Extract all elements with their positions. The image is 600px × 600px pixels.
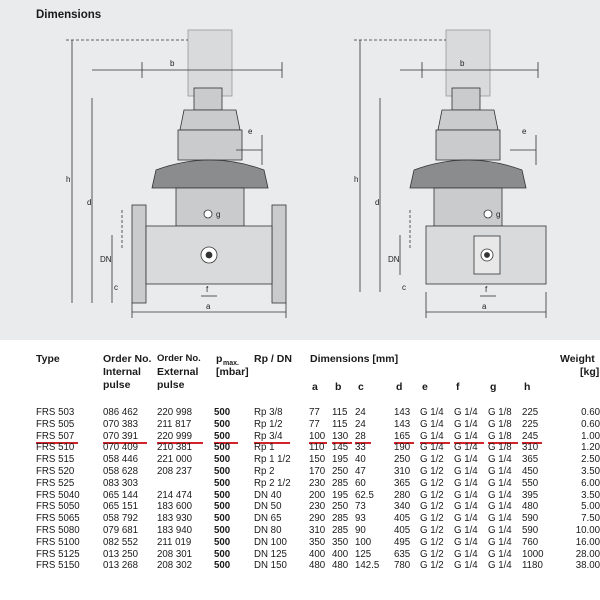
header-rp-dn: Rp / DN: [254, 353, 292, 365]
cell-type: FRS 525: [36, 477, 75, 489]
cell-internal: 083 303: [103, 477, 139, 489]
header-weight-unit: [kg]: [580, 366, 600, 378]
cell-weight: 0.60: [581, 407, 600, 418]
cell-a: 230: [309, 477, 326, 489]
left-label-d: d: [87, 198, 92, 207]
cell-rp: Rp 2 1/2: [254, 477, 291, 489]
cell-external: 220 999: [157, 430, 193, 442]
cell-g: G 1/4: [488, 477, 512, 489]
cell-c: 100: [355, 536, 372, 548]
cell-internal: 070 383: [103, 418, 139, 430]
cell-rp: Rp 1/2: [254, 418, 283, 430]
cell-pmax: 500: [214, 407, 231, 418]
cell-a: 310: [309, 525, 326, 536]
cell-h: 310: [522, 442, 539, 454]
right-label-h: h: [354, 175, 359, 184]
cell-external: 208 301: [157, 548, 193, 560]
cell-internal: 013 250: [103, 548, 139, 560]
cell-g: G 1/4: [488, 525, 512, 536]
header-dim-a: a: [312, 381, 318, 393]
cell-a: 100: [309, 430, 326, 442]
cell-rp: DN 40: [254, 489, 282, 501]
cell-weight: 3.50: [581, 489, 600, 501]
cell-d: 635: [394, 548, 411, 560]
cell-c: 93: [355, 513, 366, 525]
left-label-b: b: [170, 59, 175, 68]
cell-a: 480: [309, 560, 326, 572]
cell-pmax: 500: [214, 454, 231, 466]
cell-external: 211 019: [157, 536, 192, 548]
cell-c: 73: [355, 501, 366, 513]
cell-b: 250: [332, 501, 349, 513]
left-label-dn: DN: [100, 255, 112, 264]
cell-pmax: 500: [214, 501, 231, 513]
cell-b: 115: [332, 407, 348, 418]
cell-g: G 1/4: [488, 560, 512, 572]
cell-rp: DN 150: [254, 560, 287, 572]
right-label-e: e: [522, 127, 527, 136]
cell-d: 190: [394, 442, 411, 454]
cell-type: FRS 5050: [36, 501, 80, 513]
cell-internal: 058 628: [103, 466, 139, 477]
right-label-dn: DN: [388, 255, 400, 264]
cell-g: G 1/4: [488, 513, 512, 525]
cell-external: 214 474: [157, 489, 193, 501]
cell-pmax: 500: [214, 477, 231, 489]
cell-weight: 1.20: [581, 442, 600, 454]
cell-a: 110: [309, 442, 325, 454]
header-order-external-2: External: [157, 366, 199, 378]
cell-h: 590: [522, 513, 539, 525]
cell-e: G 1/2: [420, 501, 444, 513]
header-dim-f: f: [456, 381, 460, 393]
cell-weight: 28.00: [575, 548, 600, 560]
header-pmax-unit: [mbar]: [216, 366, 249, 378]
header-dim-b: b: [335, 381, 342, 393]
cell-rp: DN 125: [254, 548, 287, 560]
cell-external: 220 998: [157, 407, 193, 418]
header-dimensions: Dimensions [mm]: [310, 353, 399, 365]
cell-c: 60: [355, 477, 366, 489]
cell-h: 225: [522, 418, 539, 430]
cell-a: 170: [309, 466, 326, 477]
cell-f: G 1/4: [454, 501, 478, 513]
cell-internal: 058 792: [103, 513, 139, 525]
cell-c: 90: [355, 525, 366, 536]
cell-a: 350: [309, 536, 326, 548]
cell-type: FRS 515: [36, 454, 75, 466]
cell-external: 210 381: [157, 442, 193, 454]
cell-d: 780: [394, 560, 411, 572]
cell-e: G 1/2: [420, 525, 444, 536]
left-label-h: h: [66, 175, 71, 184]
cell-c: 24: [355, 418, 366, 430]
cell-rp: DN 100: [254, 536, 287, 548]
header-order-external-3: pulse: [157, 379, 185, 391]
cell-h: 760: [522, 536, 539, 548]
cell-f: G 1/4: [454, 560, 478, 572]
cell-g: G 1/8: [488, 430, 512, 442]
cell-e: G 1/2: [420, 513, 444, 525]
cell-f: G 1/4: [454, 513, 478, 525]
cell-e: G 1/2: [420, 477, 444, 489]
cell-b: 350: [332, 536, 349, 548]
right-label-a: a: [482, 302, 487, 311]
cell-weight: 38.00: [575, 560, 600, 572]
cell-c: 33: [355, 442, 366, 454]
cell-d: 310: [394, 466, 411, 477]
cell-g: G 1/4: [488, 536, 512, 548]
cell-h: 550: [522, 477, 539, 489]
cell-a: 150: [309, 454, 326, 466]
cell-f: G 1/4: [454, 536, 478, 548]
cell-c: 62.5: [355, 489, 374, 501]
header-order-internal-1: Order No.: [103, 353, 152, 365]
cell-external: 208 237: [157, 466, 193, 477]
cell-a: 77: [309, 418, 320, 430]
cell-g: G 1/4: [488, 548, 512, 560]
cell-e: G 1/4: [420, 442, 444, 454]
cell-rp: DN 65: [254, 513, 282, 525]
cell-f: G 1/4: [454, 477, 478, 489]
cell-f: G 1/4: [454, 442, 478, 454]
cell-external: 211 817: [157, 418, 192, 430]
cell-internal: 058 446: [103, 454, 139, 466]
cell-b: 195: [332, 454, 349, 466]
cell-pmax: 500: [214, 442, 231, 454]
cell-external: 183 940: [157, 525, 193, 536]
cell-d: 495: [394, 536, 411, 548]
cell-external: 183 930: [157, 513, 193, 525]
cell-e: G 1/2: [420, 454, 444, 466]
cell-rp: Rp 1 1/2: [254, 454, 291, 466]
cell-e: G 1/2: [420, 466, 444, 477]
cell-a: 400: [309, 548, 326, 560]
cell-f: G 1/4: [454, 525, 478, 536]
cell-b: 285: [332, 513, 349, 525]
cell-rp: Rp 3/8: [254, 407, 283, 418]
cell-d: 280: [394, 489, 411, 501]
cell-a: 77: [309, 407, 320, 418]
cell-type: FRS 503: [36, 407, 75, 418]
cell-g: G 1/4: [488, 454, 512, 466]
cell-rp: Rp 3/4: [254, 430, 283, 442]
cell-rp: Rp 2: [254, 466, 275, 477]
cell-g: G 1/4: [488, 466, 512, 477]
cell-g: G 1/8: [488, 407, 512, 418]
cell-weight: 6.00: [581, 477, 600, 489]
cell-pmax: 500: [214, 548, 231, 560]
cell-e: G 1/4: [420, 430, 444, 442]
cell-f: G 1/4: [454, 418, 478, 430]
cell-d: 143: [394, 407, 411, 418]
cell-g: G 1/8: [488, 442, 512, 454]
header-dim-g: g: [490, 381, 497, 393]
cell-d: 365: [394, 477, 411, 489]
cell-weight: 7.50: [581, 513, 600, 525]
cell-rp: Rp 1: [254, 442, 275, 454]
cell-internal: 086 462: [103, 407, 139, 418]
right-label-b: b: [460, 59, 465, 68]
cell-h: 1000: [522, 548, 544, 560]
cell-b: 285: [332, 525, 349, 536]
cell-weight: 16.00: [575, 536, 600, 548]
cell-g: G 1/8: [488, 418, 512, 430]
cell-d: 340: [394, 501, 411, 513]
cell-type: FRS 5100: [36, 536, 80, 548]
cell-g: G 1/4: [488, 501, 512, 513]
cell-external: 208 302: [157, 560, 193, 572]
cell-rp: DN 50: [254, 501, 282, 513]
cell-internal: 013 268: [103, 560, 139, 572]
header-type: Type: [36, 353, 60, 365]
cell-b: 115: [332, 418, 348, 430]
cell-c: 24: [355, 407, 366, 418]
cell-b: 480: [332, 560, 349, 572]
header-pmax-p: p: [216, 353, 223, 365]
cell-c: 125: [355, 548, 372, 560]
cell-h: 1180: [522, 560, 543, 572]
cell-pmax: 500: [214, 560, 231, 572]
cell-internal: 065 151: [103, 501, 139, 513]
cell-pmax: 500: [214, 536, 231, 548]
left-label-f: f: [206, 285, 209, 294]
cell-weight: 0.60: [581, 418, 600, 430]
cell-f: G 1/4: [454, 489, 478, 501]
cell-d: 143: [394, 418, 411, 430]
cell-c: 47: [355, 466, 366, 477]
cell-pmax: 500: [214, 489, 231, 501]
cell-h: 480: [522, 501, 539, 513]
cell-pmax: 500: [214, 430, 231, 442]
cell-type: FRS 510: [36, 442, 75, 454]
cell-e: G 1/2: [420, 548, 444, 560]
cell-weight: 1.00: [581, 430, 600, 442]
cell-type: FRS 5080: [36, 525, 80, 536]
header-pmax-sub: max.: [223, 360, 239, 367]
cell-b: 195: [332, 489, 349, 501]
cell-b: 285: [332, 477, 349, 489]
cell-rp: DN 80: [254, 525, 282, 536]
cell-e: G 1/2: [420, 560, 444, 572]
cell-weight: 3.50: [581, 466, 600, 477]
cell-pmax: 500: [214, 525, 231, 536]
cell-e: G 1/4: [420, 407, 444, 418]
cell-f: G 1/4: [454, 466, 478, 477]
cell-h: 365: [522, 454, 539, 466]
cell-external: 183 600: [157, 501, 193, 513]
left-label-e: e: [248, 127, 253, 136]
cell-type: FRS 520: [36, 466, 75, 477]
cell-h: 450: [522, 466, 539, 477]
cell-d: 405: [394, 513, 411, 525]
cell-type: FRS 5125: [36, 548, 80, 560]
cell-c: 40: [355, 454, 366, 466]
cell-internal: 070 391: [103, 430, 139, 442]
cell-a: 290: [309, 513, 326, 525]
header-dim-d: d: [396, 381, 403, 393]
cell-e: G 1/2: [420, 489, 444, 501]
cell-h: 245: [522, 430, 539, 442]
cell-h: 225: [522, 407, 539, 418]
cell-h: 395: [522, 489, 539, 501]
header-weight: Weight: [560, 353, 595, 365]
header-dim-c: c: [358, 381, 364, 393]
cell-internal: 070 409: [103, 442, 139, 454]
cell-external: 221 000: [157, 454, 193, 466]
cell-type: FRS 5150: [36, 560, 80, 572]
cell-type: FRS 5040: [36, 489, 80, 501]
section-title: Dimensions: [36, 9, 102, 21]
cell-b: 145: [332, 442, 349, 454]
cell-a: 200: [309, 489, 326, 501]
left-label-g: g: [216, 210, 221, 219]
cell-weight: 10.00: [575, 525, 600, 536]
left-label-a: a: [206, 302, 211, 311]
cell-d: 165: [394, 430, 411, 442]
header-order-external-1: Order No.: [157, 353, 201, 364]
cell-b: 250: [332, 466, 349, 477]
cell-b: 400: [332, 548, 349, 560]
cell-pmax: 500: [214, 513, 231, 525]
left-label-c: c: [114, 283, 118, 292]
header-dim-h: h: [524, 381, 531, 393]
cell-internal: 079 681: [103, 525, 139, 536]
cell-b: 130: [332, 430, 349, 442]
cell-d: 250: [394, 454, 411, 466]
cell-c: 28: [355, 430, 366, 442]
cell-e: G 1/4: [420, 418, 444, 430]
header-order-internal-3: pulse: [103, 379, 131, 391]
cell-f: G 1/4: [454, 454, 478, 466]
cell-type: FRS 505: [36, 418, 75, 430]
cell-g: G 1/4: [488, 489, 512, 501]
right-label-c: c: [402, 283, 406, 292]
cell-a: 230: [309, 501, 326, 513]
cell-c: 142.5: [355, 560, 380, 572]
cell-d: 405: [394, 525, 411, 536]
header-order-internal-2: Internal: [103, 366, 141, 378]
cell-internal: 082 552: [103, 536, 139, 548]
cell-e: G 1/2: [420, 536, 444, 548]
right-label-d: d: [375, 198, 380, 207]
cell-internal: 065 144: [103, 489, 139, 501]
cell-f: G 1/4: [454, 548, 478, 560]
cell-type: FRS 507: [36, 430, 75, 442]
right-label-g: g: [496, 210, 501, 219]
cell-pmax: 500: [214, 418, 231, 430]
cell-weight: 2.50: [581, 454, 600, 466]
right-label-f: f: [485, 285, 488, 294]
cell-type: FRS 5065: [36, 513, 80, 525]
cell-h: 590: [522, 525, 539, 536]
cell-f: G 1/4: [454, 407, 478, 418]
cell-weight: 5.00: [581, 501, 600, 513]
header-dim-e: e: [422, 381, 428, 393]
cell-f: G 1/4: [454, 430, 478, 442]
cell-pmax: 500: [214, 466, 231, 477]
